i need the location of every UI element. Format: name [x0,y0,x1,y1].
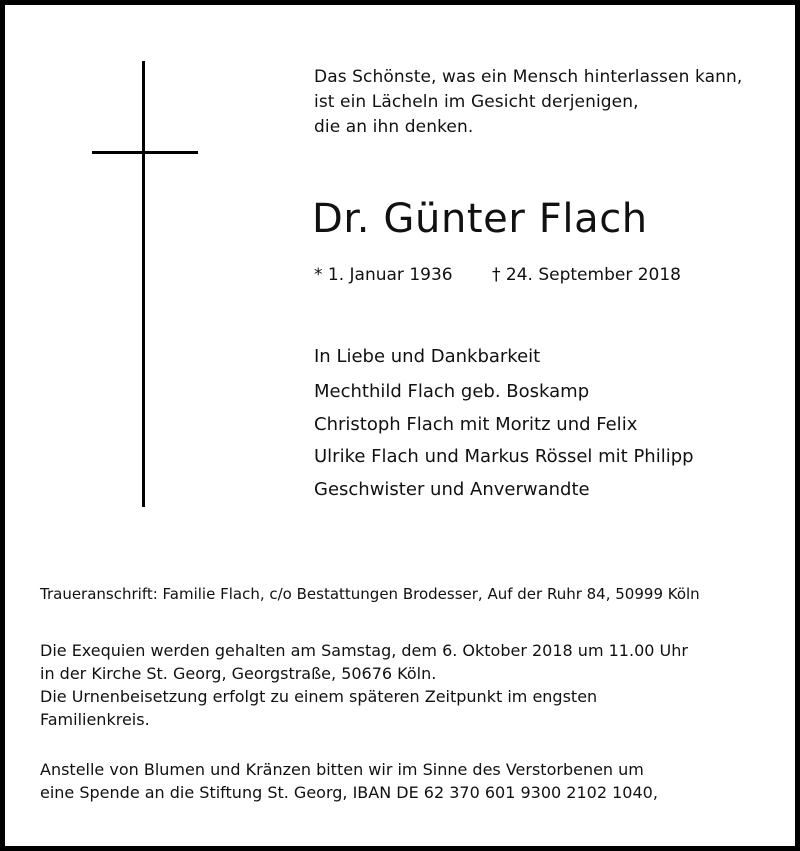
mourner-name: Ulrike Flach und Markus Rössel mit Philipp [314,446,694,467]
quote-line: ist ein Lächeln im Gesicht derjenigen, [314,92,639,112]
donation-paragraph [40,758,658,804]
cross-horizontal-bar [92,151,198,154]
donation-line: eine Spende an die Stiftung St. Georg, IBAN DE 62 370 601 9300 2102 1040, [40,783,658,802]
mourners-intro: In Liebe und Dankbarkeit [314,346,541,367]
birth-date: * 1. Januar 1936 [314,265,453,285]
mourners-list [314,345,694,506]
mourning-address: Traueranschrift: Familie Flach, c/o Bestattungen Brodesser, Auf der Ruhr 84, 50999 Köln [40,585,700,603]
quote-line: die an ihn denken. [314,117,474,137]
deceased-name: Dr. Günter Flach [312,196,648,242]
cross-vertical-bar [142,61,145,507]
mourner-name: Christoph Flach mit Moritz und Felix [314,413,638,435]
ceremony-line: in der Kirche St. Georg, Georgstraße, 50676 Köln. [40,664,437,683]
quote-line: Das Schönste, was ein Mensch hinterlassen kann, [314,67,743,87]
mourner-name: Geschwister und Anverwandte [314,478,590,500]
death-date: † 24. September 2018 [492,265,681,285]
mourner-name: Mechthild Flach geb. Boskamp [314,381,590,402]
donation-line: Anstelle von Blumen und Kränzen bitten wir im Sinne des Verstorbenen um [40,760,644,779]
ceremony-line: Familienkreis. [40,710,150,729]
ceremony-line: Die Exequien werden gehalten am Samstag, dem 6. Oktober 2018 um 11.00 Uhr [40,641,688,660]
memorial-quote [314,65,784,140]
ceremony-line: Die Urnenbeisetzung erfolgt zu einem späteren Zeitpunkt im engsten [40,687,598,706]
ceremony-paragraph [40,639,688,731]
